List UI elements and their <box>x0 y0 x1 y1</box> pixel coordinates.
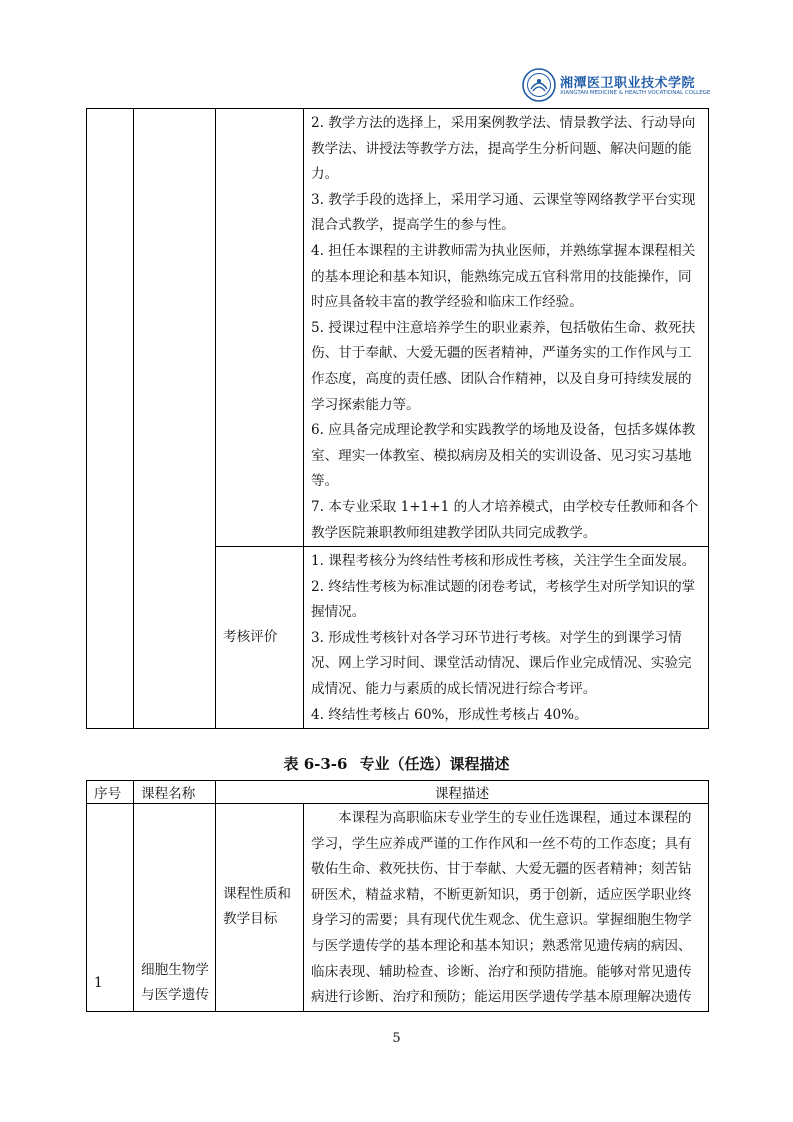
table-header-row <box>87 781 709 804</box>
list-item: 4. 终结性考核占 60%，形成性考核占 40%。 <box>311 706 588 723</box>
list-item: 2. 教学方法的选择上，采用案例教学法、情景教学法、行动导向教学法、讲授法等教学方法，提高学生分析问题、解决问题的能力。 <box>311 115 696 183</box>
header-course-name: 课程名称 <box>134 781 216 804</box>
list-item: 2. 终结性考核为标准试题的闭卷考试，考核学生对所学知识的掌握情况。 <box>311 578 696 621</box>
row-description: 本课程为高职临床专业学生的专业任选课程，通过本课程的学习，学生应养成严谨的工作作风和一丝不苟的工作态度；具有敬佑生命、救死扶伤、甘于奉献、大爱无疆的医者精神；刻苦钻研医术，精益求精，不断更新知识，勇于创新，适应医学职业终身学习的需要；具有现代优生观念、优生意识。掌握细胞生物学与医学遗传学的基本理论和基本知识；熟悉常见遗传病的病因、临床表现、辅助检查、诊断、治疗和预防措施。能够对常见遗传病进行诊断、治疗和预防；能运用医学遗传学基本原理解决遗传 <box>304 804 709 1012</box>
list-item: 4. 担任本课程的主讲教师需为执业医师，并熟练掌握本课程相关的基本理论和基本知识，能熟练完成五官科常用的技能操作，同时应具备较丰富的教学经验和临床工作经验。 <box>311 242 696 311</box>
header-description: 课程描述 <box>216 781 709 804</box>
college-logo <box>522 68 711 104</box>
table-row <box>87 804 709 1012</box>
college-name-en: XIANGTAN MEDICINE & HEALTH VOCATIONAL COLLEGE <box>560 90 711 96</box>
list-item: 1. 课程考核分为终结性考核和形成性考核，关注学生全面发展。 <box>311 553 696 570</box>
list-item: 6. 应具备完成理论教学和实践教学的场地及设备，包括多媒体教室、理实一体教室、模拟病房及相关的实训设备、见习实习基地等。 <box>311 422 696 490</box>
list-item: 7. 本专业采取 1+1+1 的人才培养模式，由学校专任教师和各个教学医院兼职教师组建教学团队共同完成教学。 <box>311 498 699 541</box>
page-number: 5 <box>392 1031 401 1046</box>
course-table-continued <box>86 108 709 729</box>
table-caption <box>0 753 793 774</box>
list-item: 3. 形成性考核针对各学习环节进行考核。对学生的到课学习情况、网上学习时间、课堂活动情况、课后作业完成情况、实验完成情况、能力与素质的成长情况进行综合考评。 <box>311 629 692 698</box>
number-cell <box>87 109 134 729</box>
row-sub-label: 课程性质和教学目标 <box>216 804 304 1012</box>
row-course-name: 细胞生物学与医学遗传 <box>134 804 216 1012</box>
list-item: 5. 授课过程中注意培养学生的职业素养，包括敬佑生命、救死扶伤、甘于奉献、大爱无疆的医者精神，严谨务实的工作作风与工作态度，高度的责任感、团队合作精神，以及自身可持续发展的学习探索能力等。 <box>311 319 696 413</box>
row-number: 1 <box>87 804 134 1012</box>
header-number: 序号 <box>87 781 134 804</box>
assessment-label: 考核评价 <box>216 547 304 729</box>
table-row <box>87 109 709 547</box>
college-name-cn: 湘潭医卫职业技术学院 <box>560 76 696 91</box>
teaching-requirements-cell <box>304 109 709 547</box>
table-title: 专业（任选）课程描述 <box>359 755 510 773</box>
table-number: 表 6-3-6 <box>283 755 348 773</box>
assessment-cell <box>304 547 709 729</box>
list-item: 3. 教学手段的选择上，采用学习通、云课堂等网络教学平台实现混合式教学，提高学生的参与性。 <box>311 191 696 234</box>
category-cell <box>216 109 304 547</box>
course-name-cell <box>134 109 216 729</box>
college-seal-icon <box>522 68 556 102</box>
elective-course-table <box>86 780 709 1012</box>
